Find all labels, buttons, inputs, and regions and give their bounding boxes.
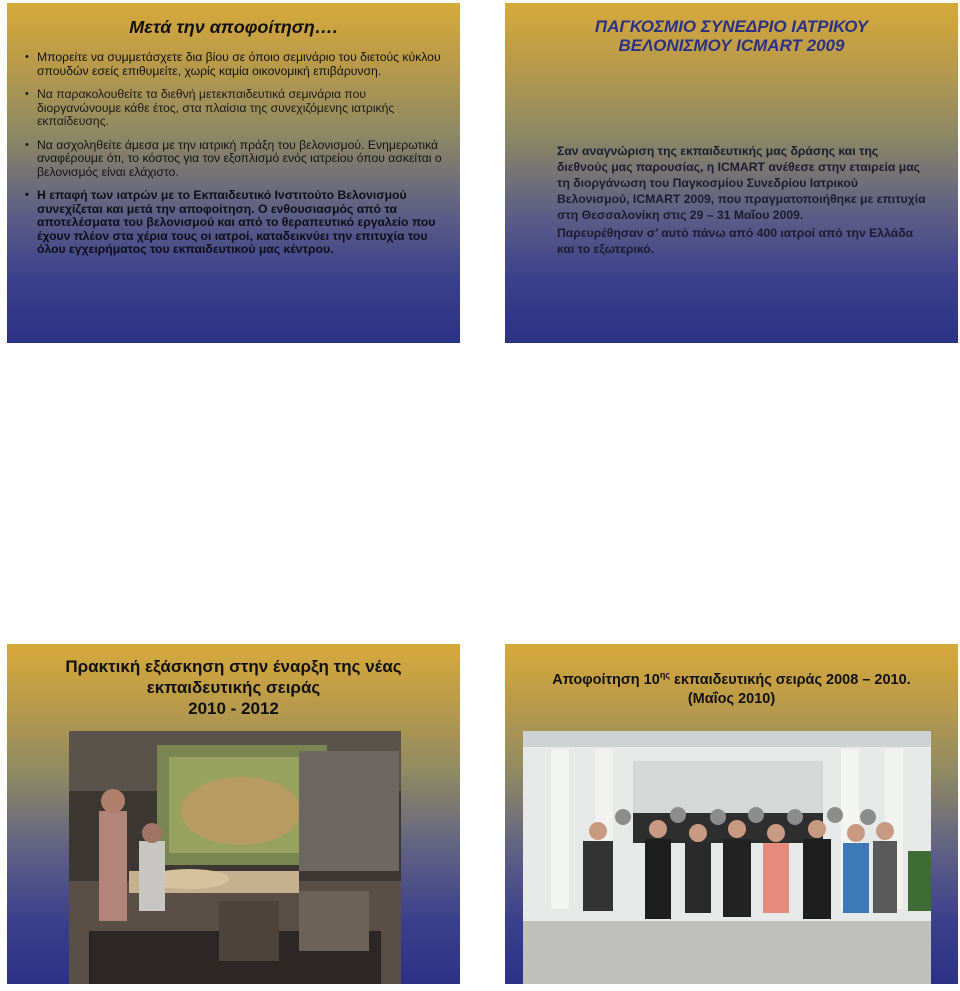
slide-after-graduation — [7, 3, 460, 343]
list-item: • Να παρακολουθείτε τα διεθνή μετεκπαιδευτικά σεμινάρια που διοργανώνουμε κάθε έτος, στα πλαίσια της συνεχιζόμενης ιατρικής εκπαίδευσης. — [25, 87, 395, 128]
slide-body — [557, 143, 932, 259]
slide-title: Αποφοίτηση $10^{\eta\varsigma}$ εκπαιδευτικής σειράς 2008 – 2010. (Μαΐος 2010) — [552, 670, 911, 707]
slide-graduation — [505, 644, 958, 984]
graduation-group-photo — [523, 731, 931, 984]
paragraph: Παρευρέθησαν σ’ αυτό πάνω από 400 ιατροί από την Ελλάδα και το εξωτερικό. — [557, 226, 914, 256]
slide-title: Μετά την αποφοίτηση…. — [129, 17, 338, 37]
paragraph: Σαν αναγνώριση της εκπαιδευτικής μας δράσης και της διεθνούς μας παρουσίας, η ICMART ανέθεσε στην εταιρεία μας τη διοργάνωση του Παγκοσμίου Συνεδρίου Ιατρικού Βελονισμού, ICMART 2009, που πραγματοποιήθηκε με επιτυχία στη Θεσσαλονίκη στις 29 – 31 Μαΐου 2009. — [557, 144, 926, 222]
bullet-icon: • — [25, 138, 29, 151]
graduation-photo-image — [523, 731, 931, 984]
list-item: • Μπορείτε να συμμετάσχετε δια βίου σε όποιο σεμινάριο του διετούς κύκλου σπουδών εσείς επιθυμείτε, χωρίς καμία οικονομική επιβάρυνση. — [25, 50, 441, 78]
list-item: • Να ασχοληθείτε άμεσα με την ιατρική πράξη του βελονισμού. Ενημερωτικά αναφέρουμε ότι, το κόστος για τον εξοπλισμό ενός ιατρείου όπου ασκείται ο βελονισμός είναι ελάχιστο. — [25, 137, 442, 179]
bullet-list — [25, 50, 448, 267]
bullet-icon: • — [25, 88, 29, 100]
training-photo-image — [69, 731, 401, 984]
training-photo — [69, 731, 401, 984]
list-item: • Η επαφή των ιατρών με το Εκπαιδευτικό Ινστιτούτο Βελονισμού συνεχίζεται και μετά την αποφοίτηση. Ο ενθουσιασμός από τα αποτελέσματα του βελονισμού και από το θεραπευτικό εργαλείο που έχουν πλέον στα χέρια τους οι ιατροί, καταδεικνύει την επιτυχία του όλου εγχειρήματος του εκπαιδευτικού μας κέντρου. — [25, 188, 436, 256]
slide-practical-training — [7, 644, 460, 984]
slide-icmart-congress — [505, 3, 958, 343]
bullet-icon: • — [25, 189, 29, 201]
bullet-icon: • — [25, 51, 29, 63]
slide-title: Πρακτική εξάσκηση στην έναρξη της νέας εκπαιδευτικής σειράς 2010 - 2012 — [65, 657, 402, 718]
slide-title: ΠΑΓΚΟΣΜΙΟ ΣΥΝΕΔΡΙΟ ΙΑΤΡΙΚΟΥ ΒΕΛΟΝΙΣΜΟΥ ICMART 2009 — [594, 17, 869, 55]
